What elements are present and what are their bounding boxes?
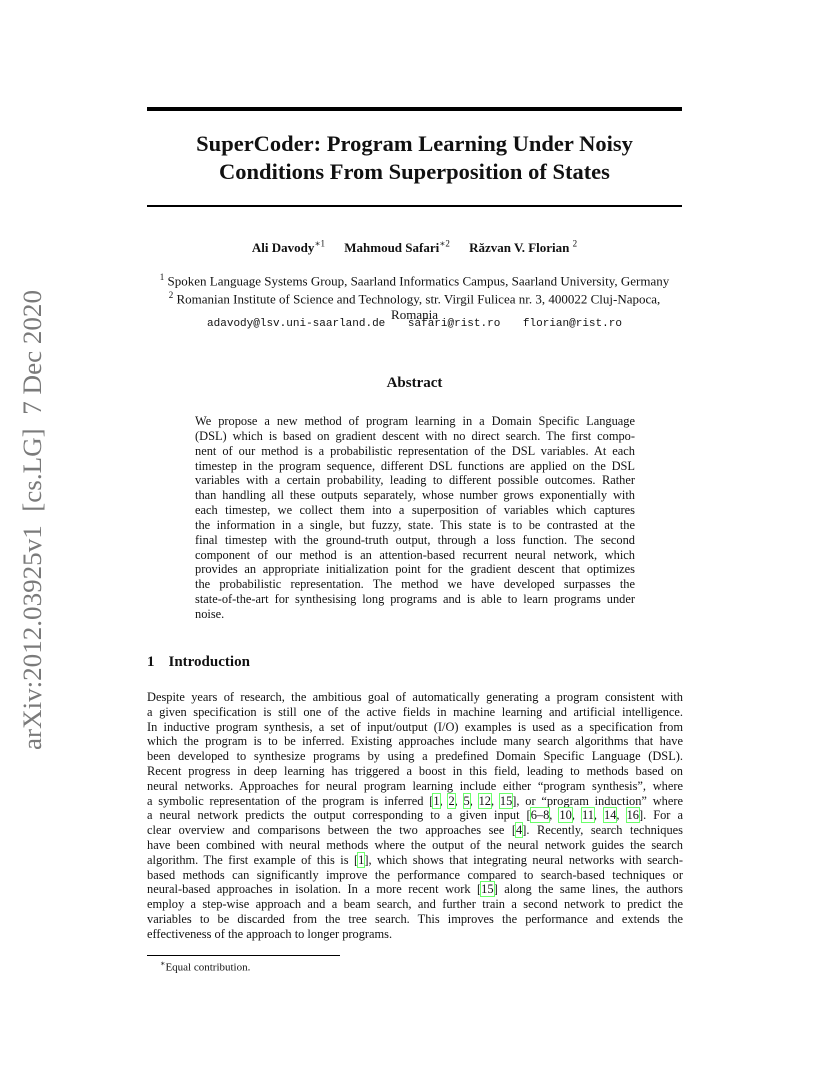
citation-link[interactable]: 10: [559, 808, 572, 823]
text-run: Recent progress in deep learning has triggered a boost in this field, leading to methods based on: [147, 763, 683, 778]
text-run: ], which shows that integrating neural networks with search-: [364, 852, 683, 867]
citation-link[interactable]: 12: [478, 793, 491, 808]
author-affil-mark: ∗1: [314, 239, 325, 249]
author-affil-mark: 2: [572, 239, 578, 249]
text-run: ], or “program induction” where: [512, 793, 683, 808]
abstract-line: each timestep, we collect them into a superposition of variables which captures: [195, 503, 635, 518]
text-run: ] along the same lines, the authors: [493, 882, 683, 897]
abstract-line: noise.: [195, 606, 225, 621]
text-run: clear overview and comparisons between the two approaches see [: [147, 823, 517, 838]
affil-text: Spoken Language Systems Group, Saarland Informatics Campus, Saarland University, Germany: [167, 273, 670, 289]
author-name: Răzvan V. Florian: [469, 240, 570, 256]
text-run: ,: [491, 793, 500, 808]
text-run: have been combined with neural methods where the output of the neural network guides the search: [147, 837, 683, 852]
footnote-mark: ∗: [160, 959, 166, 968]
email-link[interactable]: safari@rist.ro: [407, 318, 501, 330]
section-heading: [147, 654, 250, 671]
text-run: a symbolic representation of the program is inferred [: [147, 793, 434, 808]
intro-line: [147, 734, 683, 749]
title-line-2: Conditions From Superposition of States: [219, 159, 610, 184]
author-list: [147, 239, 682, 256]
citation-link[interactable]: 16: [626, 808, 639, 823]
intro-line: [147, 794, 683, 809]
abstract-line: state-of-the-art for synthesising long programs and is able to learn programs under: [195, 592, 635, 607]
text-run: neural-based approaches in isolation. In a more recent work [: [147, 882, 482, 897]
text-run: a neural network predicts the output corresponding to a given input [: [147, 808, 531, 823]
citation-link[interactable]: 5: [463, 793, 470, 808]
affiliation: [147, 288, 682, 306]
title-rule: [147, 205, 682, 207]
text-run: based methods can significantly improve the performance compared to search-based techniques or: [147, 867, 683, 882]
intro-line: [147, 823, 683, 838]
text-run: variables to be discarded from the tree search. This improves the performance and extends the: [147, 911, 683, 926]
citation-link[interactable]: 2: [448, 793, 455, 808]
affil-text: Romanian Institute of Science and Technology, str. Virgil Fulicea nr. 3, 400022 Cluj-Napoca,: [176, 291, 661, 307]
email-list: [147, 318, 682, 330]
abstract-line: timestep in the program sequence, different DSL functions are applied on the DSL: [195, 458, 635, 473]
author: [469, 240, 577, 255]
intro-line: [147, 705, 683, 720]
title-line-1: SuperCoder: Program Learning Under Noisy: [196, 131, 633, 156]
abstract-line: (DSL) which is based on gradient descent with no direct search. The first compo-: [195, 428, 635, 443]
text-run: a given specification is still one of the active fields in machine learning and artificial intelligence.: [147, 704, 683, 719]
citation-link[interactable]: 6–8: [530, 808, 550, 823]
text-run: algorithm. The first example of this is [: [147, 852, 359, 867]
text-run: ,: [593, 808, 605, 823]
affiliations: [147, 270, 682, 322]
abstract-line: variables with a certain probability, leading to different possible outcomes. Rather: [195, 473, 635, 488]
text-run: Despite years of research, the ambitious goal of automatically generating a program consistent with: [147, 690, 683, 704]
paper-title: [147, 130, 682, 186]
top-rule: [147, 107, 682, 111]
text-run: ,: [469, 793, 479, 808]
arxiv-id-text[interactable]: arXiv:2012.03925v1 [cs.LG] 7 Dec 2020: [18, 308, 47, 750]
abstract-line: the probabilistic representation. The method we have developed surpasses the: [195, 577, 635, 592]
section-title: Introduction: [168, 654, 250, 670]
intro-body: [147, 690, 683, 942]
abstract-line: than handling all these outputs separately, whose number grows exponentially with: [195, 488, 635, 503]
email-link[interactable]: florian@rist.ro: [522, 318, 622, 330]
intro-line: [147, 853, 683, 868]
citation-link[interactable]: 11: [581, 808, 594, 823]
text-run: ,: [616, 808, 627, 823]
intro-line: [147, 749, 683, 764]
abstract-heading: Abstract: [386, 375, 443, 391]
footnote-text: Equal contribution.: [165, 961, 251, 974]
intro-line: [147, 720, 683, 735]
text-run: In inductive program synthesis, a set of input/output (I/O) examples is used as a specification from: [147, 719, 683, 734]
text-run: ,: [571, 808, 582, 823]
arxiv-stamp: [16, 290, 48, 750]
text-run: ,: [439, 793, 449, 808]
abstract-line: nent of our method is a probabilistic representation of the DSL variables. At each: [195, 443, 635, 458]
text-run: ,: [549, 808, 560, 823]
citation-link[interactable]: 14: [604, 808, 617, 823]
citation-link[interactable]: 15: [481, 882, 494, 897]
footnote: [160, 959, 250, 974]
intro-line: [147, 808, 683, 823]
author-name: Ali Davody: [251, 240, 315, 256]
affil-mark: 2: [168, 290, 174, 301]
author: [344, 240, 450, 255]
intro-line: [147, 912, 683, 927]
abstract-body: [195, 414, 635, 622]
intro-line: [147, 838, 683, 853]
text-run: ]. Recently, search techniques: [522, 823, 683, 838]
intro-line: [147, 690, 683, 705]
text-run: ]. For a: [638, 808, 683, 823]
text-run: been developed to synthesize programs by using a predefined Domain Specific Language (DSL).: [147, 749, 683, 764]
citation-link[interactable]: 4: [516, 823, 523, 838]
text-run: neural networks. Approaches for neural program learning include either “program synthesis”, where: [147, 778, 683, 793]
abstract-line: final timestep with the ground-truth output, through a loss function. The second: [195, 532, 635, 547]
abstract-line: provides an appropriate initialization point for the gradient descent that optimizes: [195, 562, 635, 577]
intro-line: [147, 779, 683, 794]
intro-line: [147, 927, 683, 942]
citation-link[interactable]: 15: [499, 793, 513, 808]
author-affil-mark: ∗2: [439, 239, 450, 249]
abstract-line: component of our method is an attention-based recurrent neural network, which: [195, 547, 635, 562]
text-run: ,: [454, 793, 464, 808]
author-name: Mahmoud Safari: [344, 240, 440, 256]
abstract-line: the information in a single, but fuzzy, state. This state is to be contrasted at the: [195, 517, 635, 532]
affil-mark: 1: [159, 272, 165, 282]
affil-text: Romania: [391, 306, 438, 322]
section-number: 1: [147, 654, 155, 670]
affiliation: [147, 270, 682, 288]
citation-link[interactable]: 1: [358, 852, 365, 867]
intro-line: [147, 897, 683, 912]
footnote-rule: [147, 955, 340, 956]
author: [252, 240, 325, 255]
email-link[interactable]: adavody@lsv.uni-saarland.de: [207, 318, 386, 330]
text-run: which the program is to be inferred. Existing approaches include many search algorithms that have: [147, 734, 683, 749]
text-run: effectiveness of the approach to longer programs.: [147, 926, 393, 941]
intro-line: [147, 764, 683, 779]
intro-line: [147, 868, 683, 883]
abstract-line: We propose a new method of program learning in a Domain Specific Language: [195, 414, 635, 428]
intro-line: [147, 882, 683, 897]
citation-link[interactable]: 1: [433, 793, 440, 808]
text-run: employ a step-wise approach and a beam search, and further train a second network to predict the: [147, 897, 683, 912]
